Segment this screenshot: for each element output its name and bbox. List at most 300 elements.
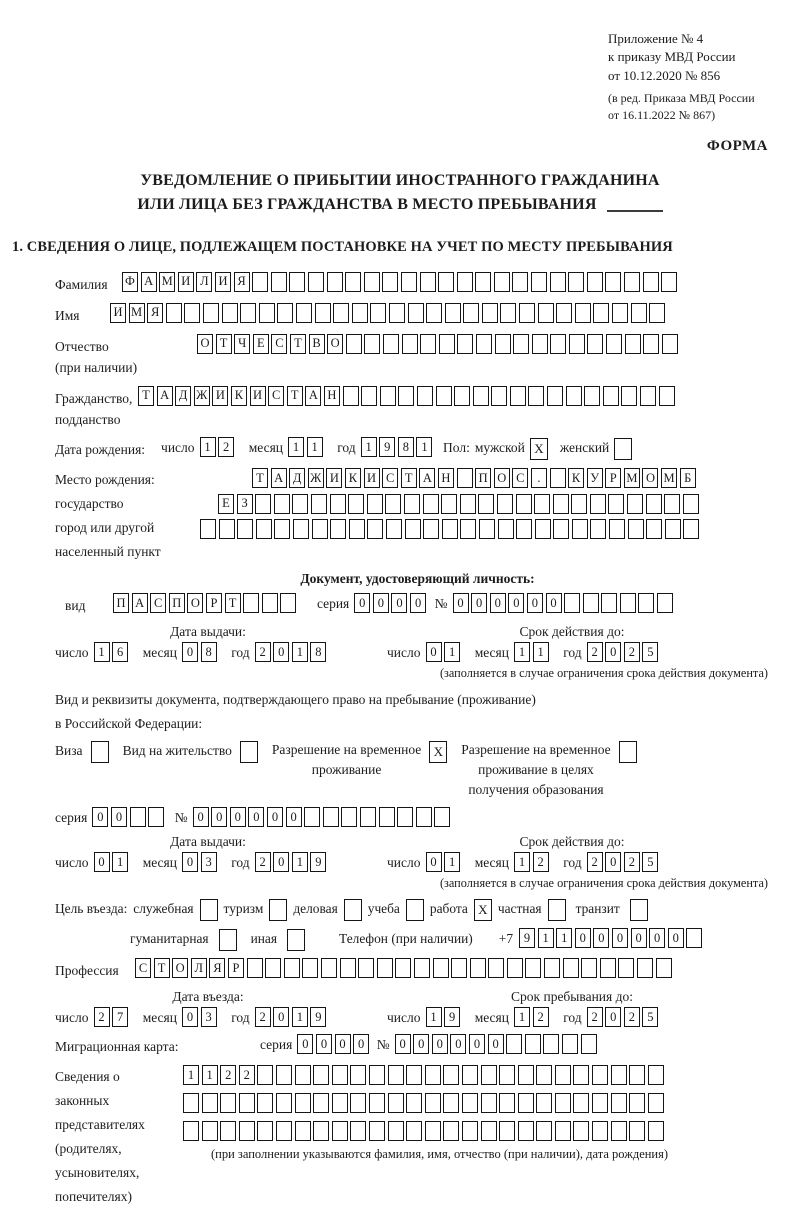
char-box[interactable] [555,1121,571,1141]
char-box[interactable] [457,334,473,354]
char-box[interactable]: 3 [201,852,217,872]
char-box[interactable] [457,468,473,488]
char-box[interactable] [257,1065,273,1085]
char-box[interactable]: 9 [379,437,395,457]
char-box[interactable] [398,386,414,406]
char-box[interactable] [423,494,439,514]
char-box[interactable] [513,334,529,354]
char-box[interactable]: 2 [255,642,271,662]
char-box[interactable]: Ч [234,334,250,354]
char-box[interactable] [643,334,659,354]
char-box[interactable] [346,334,362,354]
char-box[interactable] [657,593,673,613]
char-box[interactable] [274,519,290,539]
char-box[interactable] [259,303,275,323]
char-box[interactable]: 0 [230,807,246,827]
char-box[interactable] [340,958,356,978]
char-box[interactable] [600,958,616,978]
char-box[interactable] [618,958,634,978]
char-box[interactable]: 1 [514,852,530,872]
char-box[interactable] [349,519,365,539]
char-box[interactable]: 1 [200,437,216,457]
char-box[interactable] [488,958,504,978]
char-box[interactable]: 0 [575,928,591,948]
char-box[interactable] [330,519,346,539]
char-box[interactable] [581,1034,597,1054]
char-box[interactable]: А [419,468,435,488]
char-box[interactable]: Л [191,958,207,978]
char-box[interactable] [386,519,402,539]
char-box[interactable] [556,303,572,323]
char-box[interactable] [345,272,361,292]
char-box[interactable] [383,334,399,354]
char-box[interactable] [443,1093,459,1113]
char-box[interactable] [408,303,424,323]
checkbox-visa[interactable] [91,741,109,763]
char-box[interactable] [476,334,492,354]
char-box[interactable] [659,386,675,406]
char-box[interactable]: 0 [92,807,108,827]
char-box[interactable] [611,1065,627,1085]
char-box[interactable] [462,1065,478,1085]
char-box[interactable] [311,494,327,514]
char-box[interactable]: Т [401,468,417,488]
char-box[interactable]: 2 [624,1007,640,1027]
char-box[interactable] [612,303,628,323]
char-box[interactable]: 1 [292,852,308,872]
char-box[interactable]: И [178,272,194,292]
char-box[interactable]: С [268,386,284,406]
char-box[interactable]: 0 [453,593,469,613]
char-box[interactable] [343,386,359,406]
char-box[interactable] [313,1093,329,1113]
char-box[interactable] [312,519,328,539]
char-box[interactable]: 0 [668,928,684,948]
char-box[interactable] [332,1065,348,1085]
char-box[interactable]: Е [218,494,234,514]
char-box[interactable]: 2 [587,852,603,872]
char-box[interactable]: 1 [112,852,128,872]
char-box[interactable] [388,1065,404,1085]
char-box[interactable] [605,272,621,292]
char-box[interactable]: Т [290,334,306,354]
char-box[interactable] [629,1121,645,1141]
char-box[interactable]: А [305,386,321,406]
char-box[interactable]: 5 [642,1007,658,1027]
char-box[interactable] [536,1093,552,1113]
char-box[interactable] [313,1121,329,1141]
char-box[interactable]: 0 [391,593,407,613]
char-box[interactable]: 0 [593,928,609,948]
char-box[interactable] [631,303,647,323]
char-box[interactable] [454,386,470,406]
char-box[interactable] [183,1121,199,1141]
char-box[interactable]: 0 [297,1034,313,1054]
char-box[interactable] [528,386,544,406]
char-box[interactable]: 7 [112,1007,128,1027]
char-box[interactable] [637,958,653,978]
char-box[interactable]: 1 [361,437,377,457]
char-box[interactable] [499,1093,515,1113]
checkbox-humanitarian[interactable] [219,929,237,951]
checkbox-temp-residence[interactable]: X [429,741,447,763]
char-box[interactable]: 1 [444,852,460,872]
char-box[interactable] [491,386,507,406]
char-box[interactable]: 2 [624,642,640,662]
char-box[interactable] [683,519,699,539]
char-box[interactable] [239,1093,255,1113]
char-box[interactable]: 0 [248,807,264,827]
char-box[interactable] [436,386,452,406]
char-box[interactable] [183,1093,199,1113]
char-box[interactable] [573,1065,589,1085]
char-box[interactable]: Я [234,272,250,292]
char-box[interactable] [420,334,436,354]
char-box[interactable]: 5 [642,642,658,662]
char-box[interactable]: А [271,468,287,488]
char-box[interactable] [404,494,420,514]
char-box[interactable]: 0 [605,1007,621,1027]
char-box[interactable] [240,303,256,323]
char-box[interactable] [348,494,364,514]
char-box[interactable] [219,519,235,539]
char-box[interactable] [280,593,296,613]
char-box[interactable] [445,303,461,323]
char-box[interactable]: 0 [395,1034,411,1054]
char-box[interactable]: 9 [310,852,326,872]
char-box[interactable] [481,1121,497,1141]
char-box[interactable] [274,494,290,514]
char-box[interactable] [364,334,380,354]
char-box[interactable] [265,958,281,978]
char-box[interactable] [621,386,637,406]
char-box[interactable] [649,303,665,323]
char-box[interactable] [462,1121,478,1141]
char-box[interactable] [369,1093,385,1113]
char-box[interactable] [388,1121,404,1141]
char-box[interactable] [220,1093,236,1113]
char-box[interactable] [590,494,606,514]
char-box[interactable] [555,1065,571,1085]
char-box[interactable]: 1 [533,642,549,662]
char-box[interactable]: 1 [183,1065,199,1085]
char-box[interactable] [295,1065,311,1085]
char-box[interactable]: О [187,593,203,613]
char-box[interactable] [629,1065,645,1085]
char-box[interactable] [583,593,599,613]
char-box[interactable] [239,1121,255,1141]
char-box[interactable]: 0 [193,807,209,827]
char-box[interactable]: 3 [201,1007,217,1027]
char-box[interactable] [414,958,430,978]
char-box[interactable] [507,958,523,978]
char-box[interactable]: Н [324,386,340,406]
char-box[interactable]: 0 [605,852,621,872]
char-box[interactable] [573,1093,589,1113]
char-box[interactable]: 0 [353,1034,369,1054]
char-box[interactable]: Ф [122,272,138,292]
char-box[interactable]: И [250,386,266,406]
char-box[interactable] [406,1065,422,1085]
char-box[interactable] [555,1093,571,1113]
char-box[interactable]: О [494,468,510,488]
char-box[interactable]: А [132,593,148,613]
char-box[interactable]: М [661,468,677,488]
char-box[interactable] [628,519,644,539]
char-box[interactable] [587,272,603,292]
char-box[interactable]: . [531,468,547,488]
char-box[interactable] [442,519,458,539]
char-box[interactable] [257,1121,273,1141]
char-box[interactable] [308,272,324,292]
char-box[interactable] [369,1121,385,1141]
checkbox-official[interactable] [200,899,218,921]
char-box[interactable] [512,272,528,292]
char-box[interactable] [563,958,579,978]
char-box[interactable]: 8 [310,642,326,662]
char-box[interactable]: 0 [373,593,389,613]
char-box[interactable]: Р [605,468,621,488]
char-box[interactable] [662,334,678,354]
char-box[interactable]: 1 [426,1007,442,1027]
char-box[interactable] [276,1065,292,1085]
char-box[interactable] [148,807,164,827]
char-box[interactable]: Ж [194,386,210,406]
char-box[interactable]: 1 [538,928,554,948]
char-box[interactable]: Т [225,593,241,613]
char-box[interactable] [289,272,305,292]
char-box[interactable]: 0 [273,852,289,872]
char-box[interactable] [584,386,600,406]
char-box[interactable]: 0 [413,1034,429,1054]
char-box[interactable] [438,272,454,292]
char-box[interactable] [406,1121,422,1141]
char-box[interactable] [620,593,636,613]
char-box[interactable] [321,958,337,978]
char-box[interactable]: 0 [612,928,628,948]
char-box[interactable]: 0 [182,852,198,872]
char-box[interactable]: 1 [288,437,304,457]
char-box[interactable]: 0 [471,593,487,613]
char-box[interactable]: 0 [335,1034,351,1054]
char-box[interactable] [385,494,401,514]
char-box[interactable] [500,303,516,323]
char-box[interactable] [425,1093,441,1113]
char-box[interactable] [510,386,526,406]
char-box[interactable]: 2 [533,852,549,872]
char-box[interactable] [333,303,349,323]
char-box[interactable]: 1 [292,1007,308,1027]
char-box[interactable] [532,334,548,354]
char-box[interactable] [460,494,476,514]
char-box[interactable] [237,519,253,539]
char-box[interactable] [518,1093,534,1113]
checkbox-private[interactable] [548,899,566,921]
char-box[interactable]: К [345,468,361,488]
char-box[interactable] [276,1121,292,1141]
char-box[interactable] [572,519,588,539]
checkbox-study[interactable] [406,899,424,921]
char-box[interactable] [470,958,486,978]
char-box[interactable] [358,958,374,978]
char-box[interactable] [315,303,331,323]
char-box[interactable]: Н [438,468,454,488]
char-box[interactable] [433,958,449,978]
char-box[interactable] [284,958,300,978]
char-box[interactable]: О [172,958,188,978]
char-box[interactable] [550,468,566,488]
char-box[interactable]: Д [289,468,305,488]
char-box[interactable] [624,272,640,292]
char-box[interactable] [592,1093,608,1113]
char-box[interactable] [443,1065,459,1085]
checkbox-business[interactable] [344,899,362,921]
char-box[interactable] [571,494,587,514]
char-box[interactable]: 2 [239,1065,255,1085]
char-box[interactable]: 0 [267,807,283,827]
char-box[interactable]: Е [253,334,269,354]
char-box[interactable]: И [110,303,126,323]
char-box[interactable] [222,303,238,323]
char-box[interactable]: 9 [310,1007,326,1027]
char-box[interactable]: 0 [488,1034,504,1054]
char-box[interactable]: Т [154,958,170,978]
char-box[interactable]: Р [228,958,244,978]
char-box[interactable] [367,494,383,514]
char-box[interactable] [536,1065,552,1085]
char-box[interactable] [573,1121,589,1141]
char-box[interactable] [553,519,569,539]
char-box[interactable] [518,1065,534,1085]
char-box[interactable] [609,519,625,539]
char-box[interactable] [302,958,318,978]
char-box[interactable]: Т [252,468,268,488]
char-box[interactable] [538,303,554,323]
char-box[interactable]: 0 [426,852,442,872]
checkbox-male[interactable]: X [530,438,548,460]
char-box[interactable]: М [159,272,175,292]
char-box[interactable]: Т [216,334,232,354]
char-box[interactable] [426,303,442,323]
char-box[interactable] [425,1065,441,1085]
char-box[interactable] [425,1121,441,1141]
char-box[interactable] [323,807,339,827]
char-box[interactable] [661,272,677,292]
char-box[interactable]: П [475,468,491,488]
char-box[interactable] [575,303,591,323]
char-box[interactable] [648,1093,664,1113]
char-box[interactable] [295,1093,311,1113]
char-box[interactable] [341,807,357,827]
char-box[interactable]: Б [680,468,696,488]
char-box[interactable] [439,334,455,354]
char-box[interactable]: 8 [201,642,217,662]
char-box[interactable]: О [197,334,213,354]
char-box[interactable] [566,386,582,406]
char-box[interactable]: 1 [94,642,110,662]
char-box[interactable]: 0 [111,807,127,827]
char-box[interactable]: М [129,303,145,323]
char-box[interactable] [543,1034,559,1054]
char-box[interactable] [202,1121,218,1141]
char-box[interactable] [361,386,377,406]
char-box[interactable] [601,593,617,613]
char-box[interactable]: О [327,334,343,354]
char-box[interactable]: 2 [587,1007,603,1027]
char-box[interactable]: И [364,468,380,488]
char-box[interactable] [499,1121,515,1141]
char-box[interactable] [499,1065,515,1085]
char-box[interactable] [293,519,309,539]
char-box[interactable] [665,519,681,539]
char-box[interactable] [247,958,263,978]
char-box[interactable]: В [309,334,325,354]
char-box[interactable]: 2 [94,1007,110,1027]
char-box[interactable]: 5 [642,852,658,872]
char-box[interactable] [611,1093,627,1113]
char-box[interactable]: О [642,468,658,488]
char-box[interactable] [562,1034,578,1054]
char-box[interactable] [664,494,680,514]
char-box[interactable] [606,334,622,354]
char-box[interactable]: З [237,494,253,514]
char-box[interactable]: 2 [255,852,271,872]
char-box[interactable]: 1 [444,642,460,662]
char-box[interactable] [590,519,606,539]
char-box[interactable] [313,1065,329,1085]
char-box[interactable] [256,519,272,539]
char-box[interactable]: 0 [649,928,665,948]
char-box[interactable]: П [113,593,129,613]
char-box[interactable] [569,334,585,354]
char-box[interactable] [481,1065,497,1085]
char-box[interactable] [646,519,662,539]
char-box[interactable]: Я [147,303,163,323]
char-box[interactable] [534,494,550,514]
char-box[interactable]: 2 [624,852,640,872]
char-box[interactable]: 0 [316,1034,332,1054]
char-box[interactable] [184,303,200,323]
char-box[interactable]: С [150,593,166,613]
char-box[interactable]: 0 [286,807,302,827]
char-box[interactable] [550,334,566,354]
char-box[interactable] [350,1065,366,1085]
char-box[interactable] [516,519,532,539]
char-box[interactable] [656,958,672,978]
char-box[interactable] [166,303,182,323]
char-box[interactable]: И [326,468,342,488]
char-box[interactable] [463,303,479,323]
char-box[interactable] [643,272,659,292]
char-box[interactable]: А [157,386,173,406]
char-box[interactable] [441,494,457,514]
char-box[interactable]: 0 [432,1034,448,1054]
char-box[interactable]: Т [138,386,154,406]
char-box[interactable] [481,1093,497,1113]
char-box[interactable] [611,1121,627,1141]
char-box[interactable] [423,519,439,539]
char-box[interactable]: Т [287,386,303,406]
char-box[interactable] [495,334,511,354]
char-box[interactable] [592,1121,608,1141]
char-box[interactable]: 0 [605,642,621,662]
char-box[interactable]: Ж [308,468,324,488]
char-box[interactable] [360,807,376,827]
char-box[interactable] [518,1121,534,1141]
char-box[interactable]: С [135,958,151,978]
char-box[interactable] [648,1121,664,1141]
char-box[interactable] [262,593,278,613]
